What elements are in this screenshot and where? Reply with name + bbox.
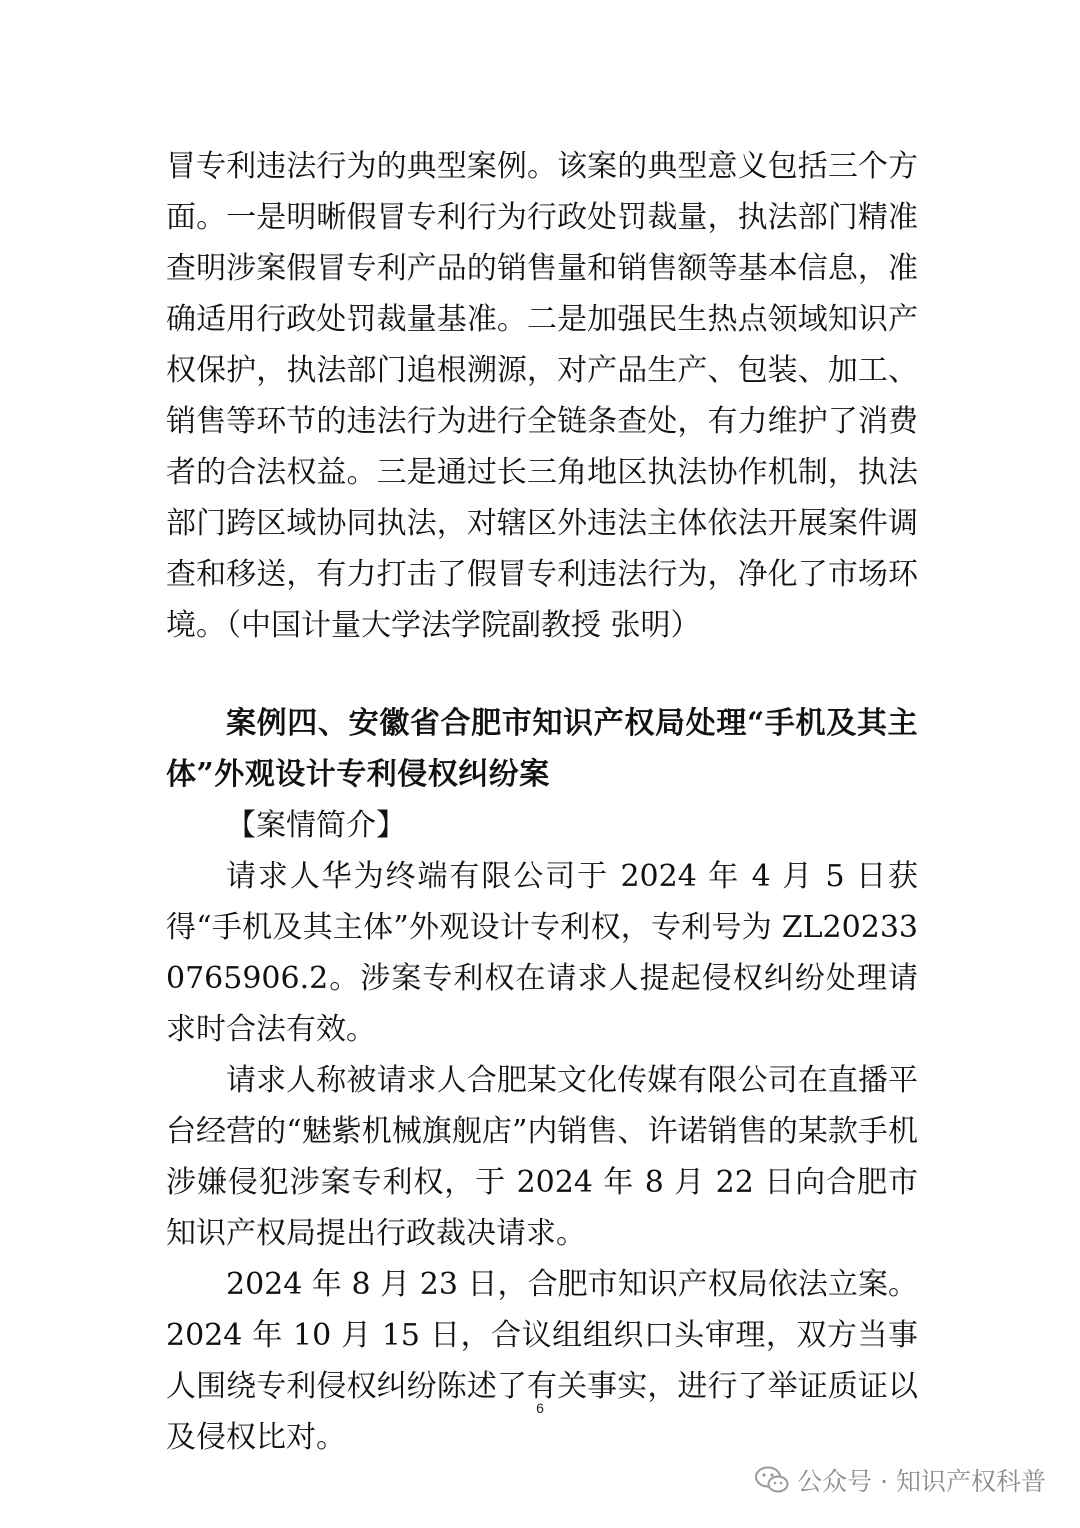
body-paragraph: 请求人华为终端有限公司于 2024 年 4 月 5 日获得“手机及其主体”外观设计专利权，专利号为 ZL202330765906.2。涉案专利权在请求人提起侵权纠纷处理请求时合法有效。 — [166, 859, 918, 1047]
body-paragraph: 请求人称被请求人合肥某文化传媒有限公司在直播平台经营的“魅紫机械旗舰店”内销售、许诺销售的某款手机涉嫌侵犯涉案专利权，于 2024 年 8 月 22 日向合肥市知识产权局提出行政裁决请求。 — [166, 1063, 918, 1251]
case-four-section — [166, 698, 918, 1463]
section-label: 【案情简介】 — [226, 808, 406, 843]
body-paragraph: 2024 年 8 月 23 日，合肥市知识产权局依法立案。2024 年 10 月 15 日，合议组组织口头审理，双方当事人围绕专利侵权纠纷陈述了有关事实，进行了举证质证以及侵权比对。 — [166, 1267, 918, 1455]
continuation-paragraph: 冒专利违法行为的典型案例。该案的典型意义包括三个方面。一是明晰假冒专利行为行政处罚裁量，执法部门精准查明涉案假冒专利产品的销售量和销售额等基本信息，准确适用行政处罚裁量基准。二是加强民生热点领域知识产权保护，执法部门追根溯源，对产品生产、包装、加工、销售等环节的违法行为进行全链条查处，有力维护了消费者的合法权益。三是通过长三角地区执法协作机制，执法部门跨区域协同执法，对辖区外违法主体依法开展案件调查和移送，有力打击了假冒专利违法行为，净化了市场环境。（中国计量大学法学院副教授 张明） — [166, 149, 918, 643]
watermark-text: 公众号 · 知识产权科普 — [797, 1467, 1046, 1496]
wechat-icon — [755, 1466, 789, 1494]
page-number: 6 — [536, 1400, 544, 1416]
case-title: 案例四、安徽省合肥市知识产权局处理“手机及其主体”外观设计专利侵权纠纷案 — [166, 706, 918, 792]
source-watermark — [755, 1462, 1046, 1498]
continuation-text-block — [166, 141, 918, 651]
